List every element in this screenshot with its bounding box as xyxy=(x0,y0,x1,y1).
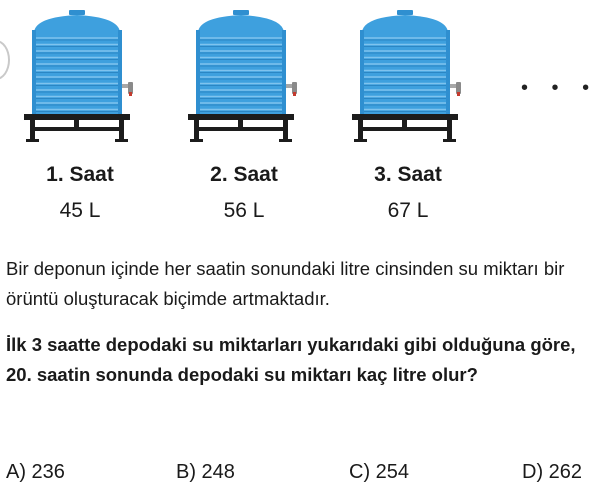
water-tank-2 xyxy=(186,8,300,144)
option-a[interactable]: A) 236 xyxy=(6,461,65,483)
question-intro: Bir deponun içinde her saatin sonundaki litre cinsinden su miktarı bir örüntü oluşturacak biçimde artmaktadır. xyxy=(6,258,565,309)
liter-label-1: 45 L xyxy=(59,199,101,222)
option-b[interactable]: B) 248 xyxy=(176,461,235,483)
water-tank-3 xyxy=(350,8,464,144)
edge-decoration xyxy=(0,40,10,80)
option-d[interactable]: D) 262 xyxy=(522,461,583,483)
liter-label-3: 67 L xyxy=(387,199,429,222)
hour-label-1: 1. Saat xyxy=(46,163,114,186)
option-c[interactable]: C) 254 xyxy=(349,461,410,483)
water-tank-1 xyxy=(22,8,136,144)
hour-label-3: 3. Saat xyxy=(374,163,442,186)
ellipsis-dots: • • • xyxy=(521,77,599,99)
hour-label-2: 2. Saat xyxy=(210,163,278,186)
question-prompt: İlk 3 saatte depodaki su miktarları yukarıdaki gibi olduğuna göre, 20. saatin sonunda depodaki su miktarı kaç litre olur? xyxy=(6,334,576,385)
liter-label-2: 56 L xyxy=(223,199,265,222)
